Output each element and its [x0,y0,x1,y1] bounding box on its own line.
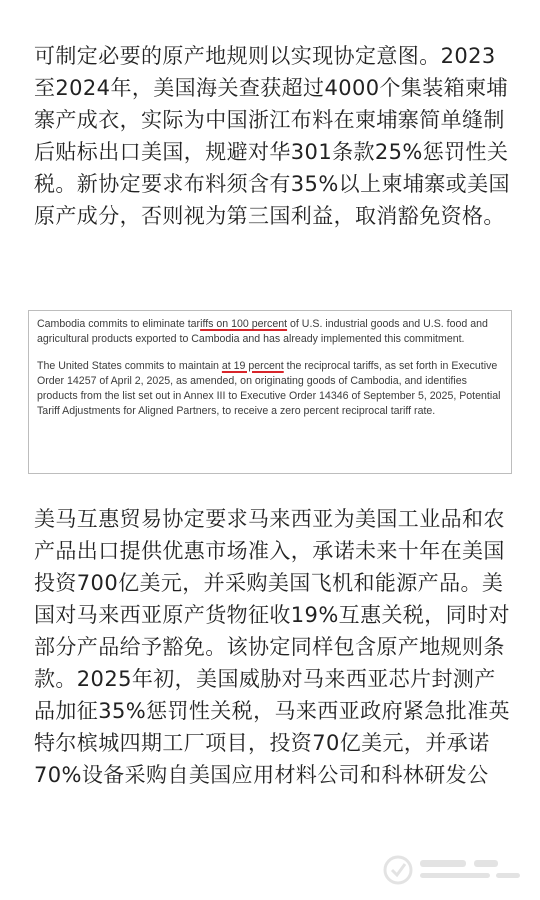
excerpt-text: Cambodia commits to eliminate tar [37,318,201,330]
excerpt-text: the reciprocal tariffs, as set forth in Executive Order 14257 of April 2, 2025, as amended, on originating goods of Cambodia, and identifies products from the list set out in Annex III to Executive Order 14346 of September 5, 2025, Potential Tariff Adjustments for Aligned Partners, to receive a zero percent reciprocal tariff rate. [37,359,501,418]
excerpt-us-commitment [37,359,503,420]
excerpt-text: The United States commits to maintain [37,359,222,372]
excerpt-cambodia-commitment [37,317,503,348]
underlined-highlight: at 19 percent [221,359,284,372]
underlined-highlight: iffs on 100 percent [200,318,288,330]
paragraph-cambodia-origin-rules: 可制定必要的原产地规则以实现协定意图。2023至2024年，美国海关查获超过4000个集装箱柬埔寨产成衣，实际为中国浙江布料在柬埔寨简单缝制后贴标出口美国，规避对华301条款25%惩罚性关税。新协定要求布料须含有35%以上柬埔寨或美国原产成分，否则视为第三国利益，取消豁免资格。 [34,44,510,228]
excerpt-text: of U.S. industrial goods and U.S. food and agricultural products exported to Cambodia and has already implemented this commitment. [37,318,488,346]
paragraph-malaysia-agreement: 美马互惠贸易协定要求马来西亚为美国工业品和农产品出口提供优惠市场准入，承诺未来十年在美国投资700亿美元，并采购美国飞机和能源产品。美国对马来西亚原产货物征收19%互惠关税，同时对部分产品给予豁免。该协定同样包含原产地规则条款。2025年初，美国威胁对马来西亚芯片封测产品加征35%惩罚性关税，马来西亚政府紧急批准英特尔槟城四期工厂项目，投资70亿美元，并承诺70%设备采购自美国应用材料公司和科林研发公 [34,507,510,787]
watermark-logo [376,850,526,890]
quoted-agreement-excerpt [28,310,512,474]
